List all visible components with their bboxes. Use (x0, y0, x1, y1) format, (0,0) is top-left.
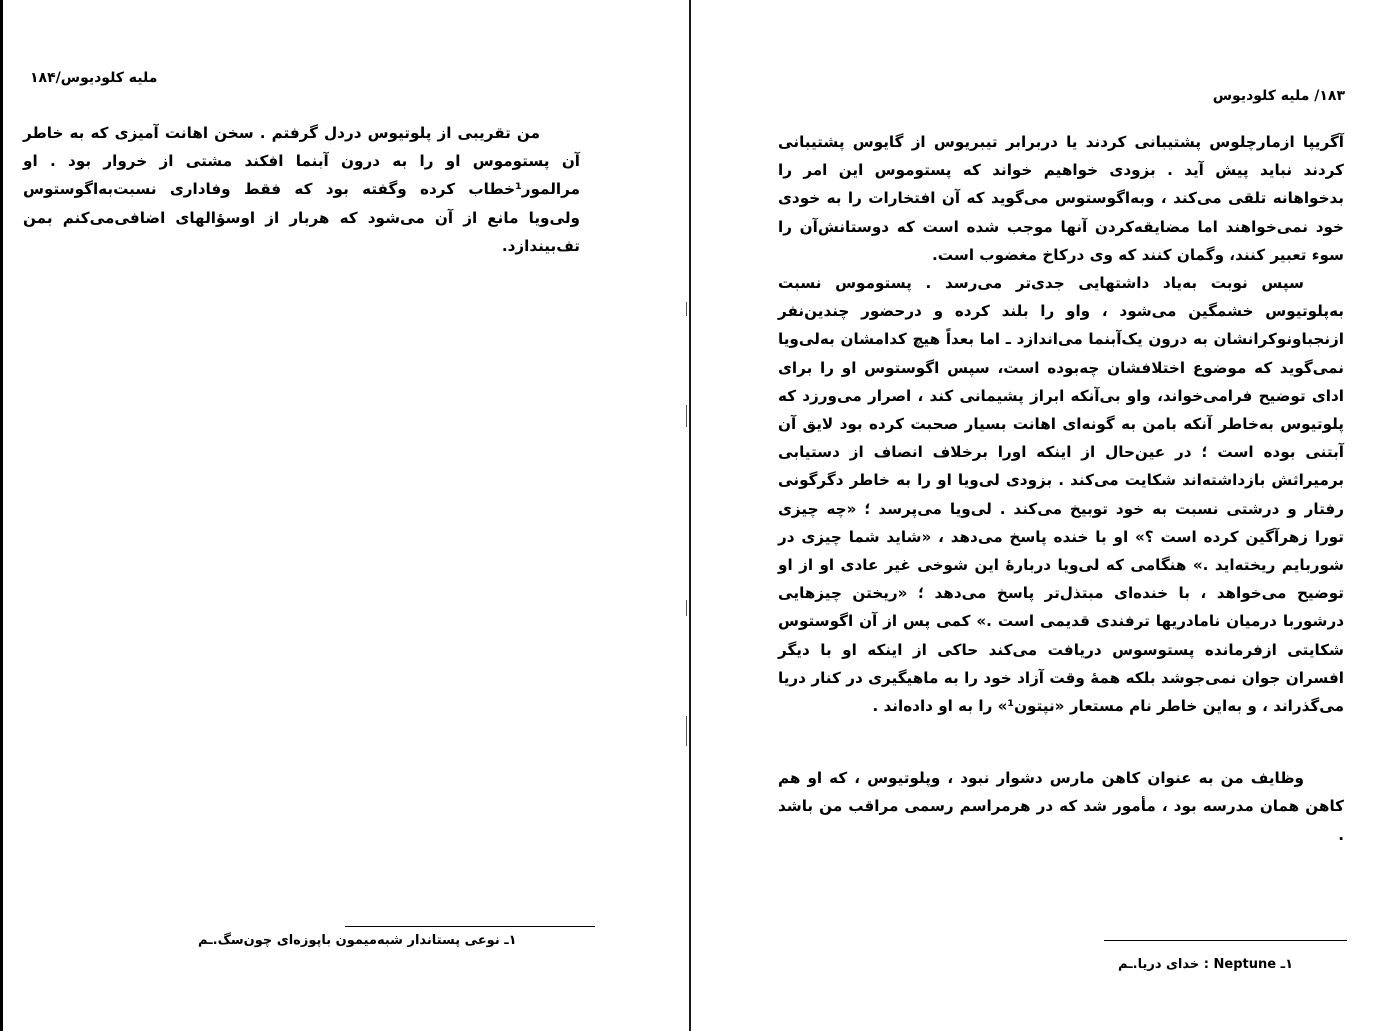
right-footnote: ۱ـ Neptune : خدای دریا.ـم (1118, 957, 1293, 972)
right-paragraph-1: آگریپا ازمارچلوس پشتیبانی کردند یا دربرابر تیبریوس از گایوس پشتیبانی کردند نباید پیش آید . بزودی خواهیم خواند که پستوموس این امر را بدخواهانه تلقی می‌کند ، وبه‌اگوستوس می‌گوید که آن افتخارات را به خودی خود نمی‌خواهند اما مضایقه‌کردن آنها موجب شده است که دوستانش‌آن را سوء تعبیر کنند، وگمان کنند که وی درکاخ مغضوب است. (778, 133, 1344, 264)
right-footnote-rule (1104, 940, 1347, 941)
left-page-body (23, 119, 580, 260)
left-paragraph: من تقریبی از پلوتیوس دردل گرفتم . سخن اهانت آمیزی که به خاطر آن پستوموس او را به درون آبنما افکند مشتی از خروار بود . او مرالمور¹خطاب کرده وگفته بود که فقط وفاداری نسبت‌به‌اگوستوس ولی‌ویا مانع از آن می‌شود که هربار از اوسؤالهای اضافی‌می‌کنم بمن تف‌بیندازد. (23, 124, 580, 255)
spine-mark (686, 716, 687, 746)
right-paragraph-2: سپس نوبت به‌یاد داشتهایی جدی‌تر می‌رسد . پستوموس نسبت به‌پلوتیوس خشمگین می‌شود ، واو را بلند کرده و درحضور چندین‌نفر ازنجباونوکرانشان به درون یک‌آبنما می‌اندازد ـ اما بعداً هیچ کدامشان به‌لی‌ویا نمی‌گوید که موضوع اختلافشان چه‌بوده است، سپس اگوستوس او را برای ادای توضیح فرامی‌خواند، واو بی‌آنکه ابراز پشیمانی کند ، اصرار می‌ورزد که پلوتیوس به‌خاطر آنکه بامن به گونه‌ای اهانت بسیار صحبت کرده بود لایق آن آبتنی بوده است ؛ در عین‌حال از اینکه اورا برخلاف انصاف از دستیابی برمیراثش بازداشته‌اند شکایت می‌کند . بزودی لی‌ویا او را به خاطر دگرگونی رفتار و درشتی نسبت به خود توبیخ می‌کند . لی‌ویا می‌پرسد ؛ «چه چیزی تورا زهرآگین کرده است ؟» او با خنده پاسخ می‌دهد ، «شاید شما چیزی در شوربایم ریخته‌اید .» هنگامی که لی‌ویا دربارهٔ این شوخی غیر عادی او از او توضیح می‌خواهد ، با خنده‌ای مبتذل‌تر پاسخ می‌دهد ؛ «ریختن چیزهایی درشوربا درمیان نامادریها ترفندی قدیمی است .» کمی پس از آن اگوستوس شکایتی ازفرمانده پستوسوس دریافت می‌کند حاکی از اینکه او با دیگر افسران جوان نمی‌جوشد بلکه همهٔ وقت آزاد خود را به ماهیگیری در کنار دریا می‌گذراند ، و به‌این خاطر نام مستعار «نپتون¹» را به او داده‌اند . (778, 274, 1344, 716)
spine-mark (686, 405, 687, 427)
right-page-header: ۱۸۳/ ملیه کلودیوس (1212, 88, 1345, 104)
spine-mark (686, 302, 687, 316)
left-footnote: ۱ـ نوعی پستاندار شبه‌میمون باپوزه‌ای چون‌سگ.ـم (198, 933, 517, 948)
spine-mark (686, 600, 687, 616)
left-page-header: ملیه کلودیوس/۱۸۴ (30, 70, 158, 86)
right-page (691, 0, 1383, 1031)
right-page-body (778, 128, 1344, 849)
left-footnote-rule (345, 926, 595, 927)
right-paragraph-3: وظایف من به عنوان کاهن مارس دشوار نبود ، وپلوتیوس ، که او هم کاهن همان مدرسه بود ، مأمور شد که در هرمراسم رسمی مراقب من باشد . (778, 769, 1344, 844)
left-page (3, 0, 689, 1031)
